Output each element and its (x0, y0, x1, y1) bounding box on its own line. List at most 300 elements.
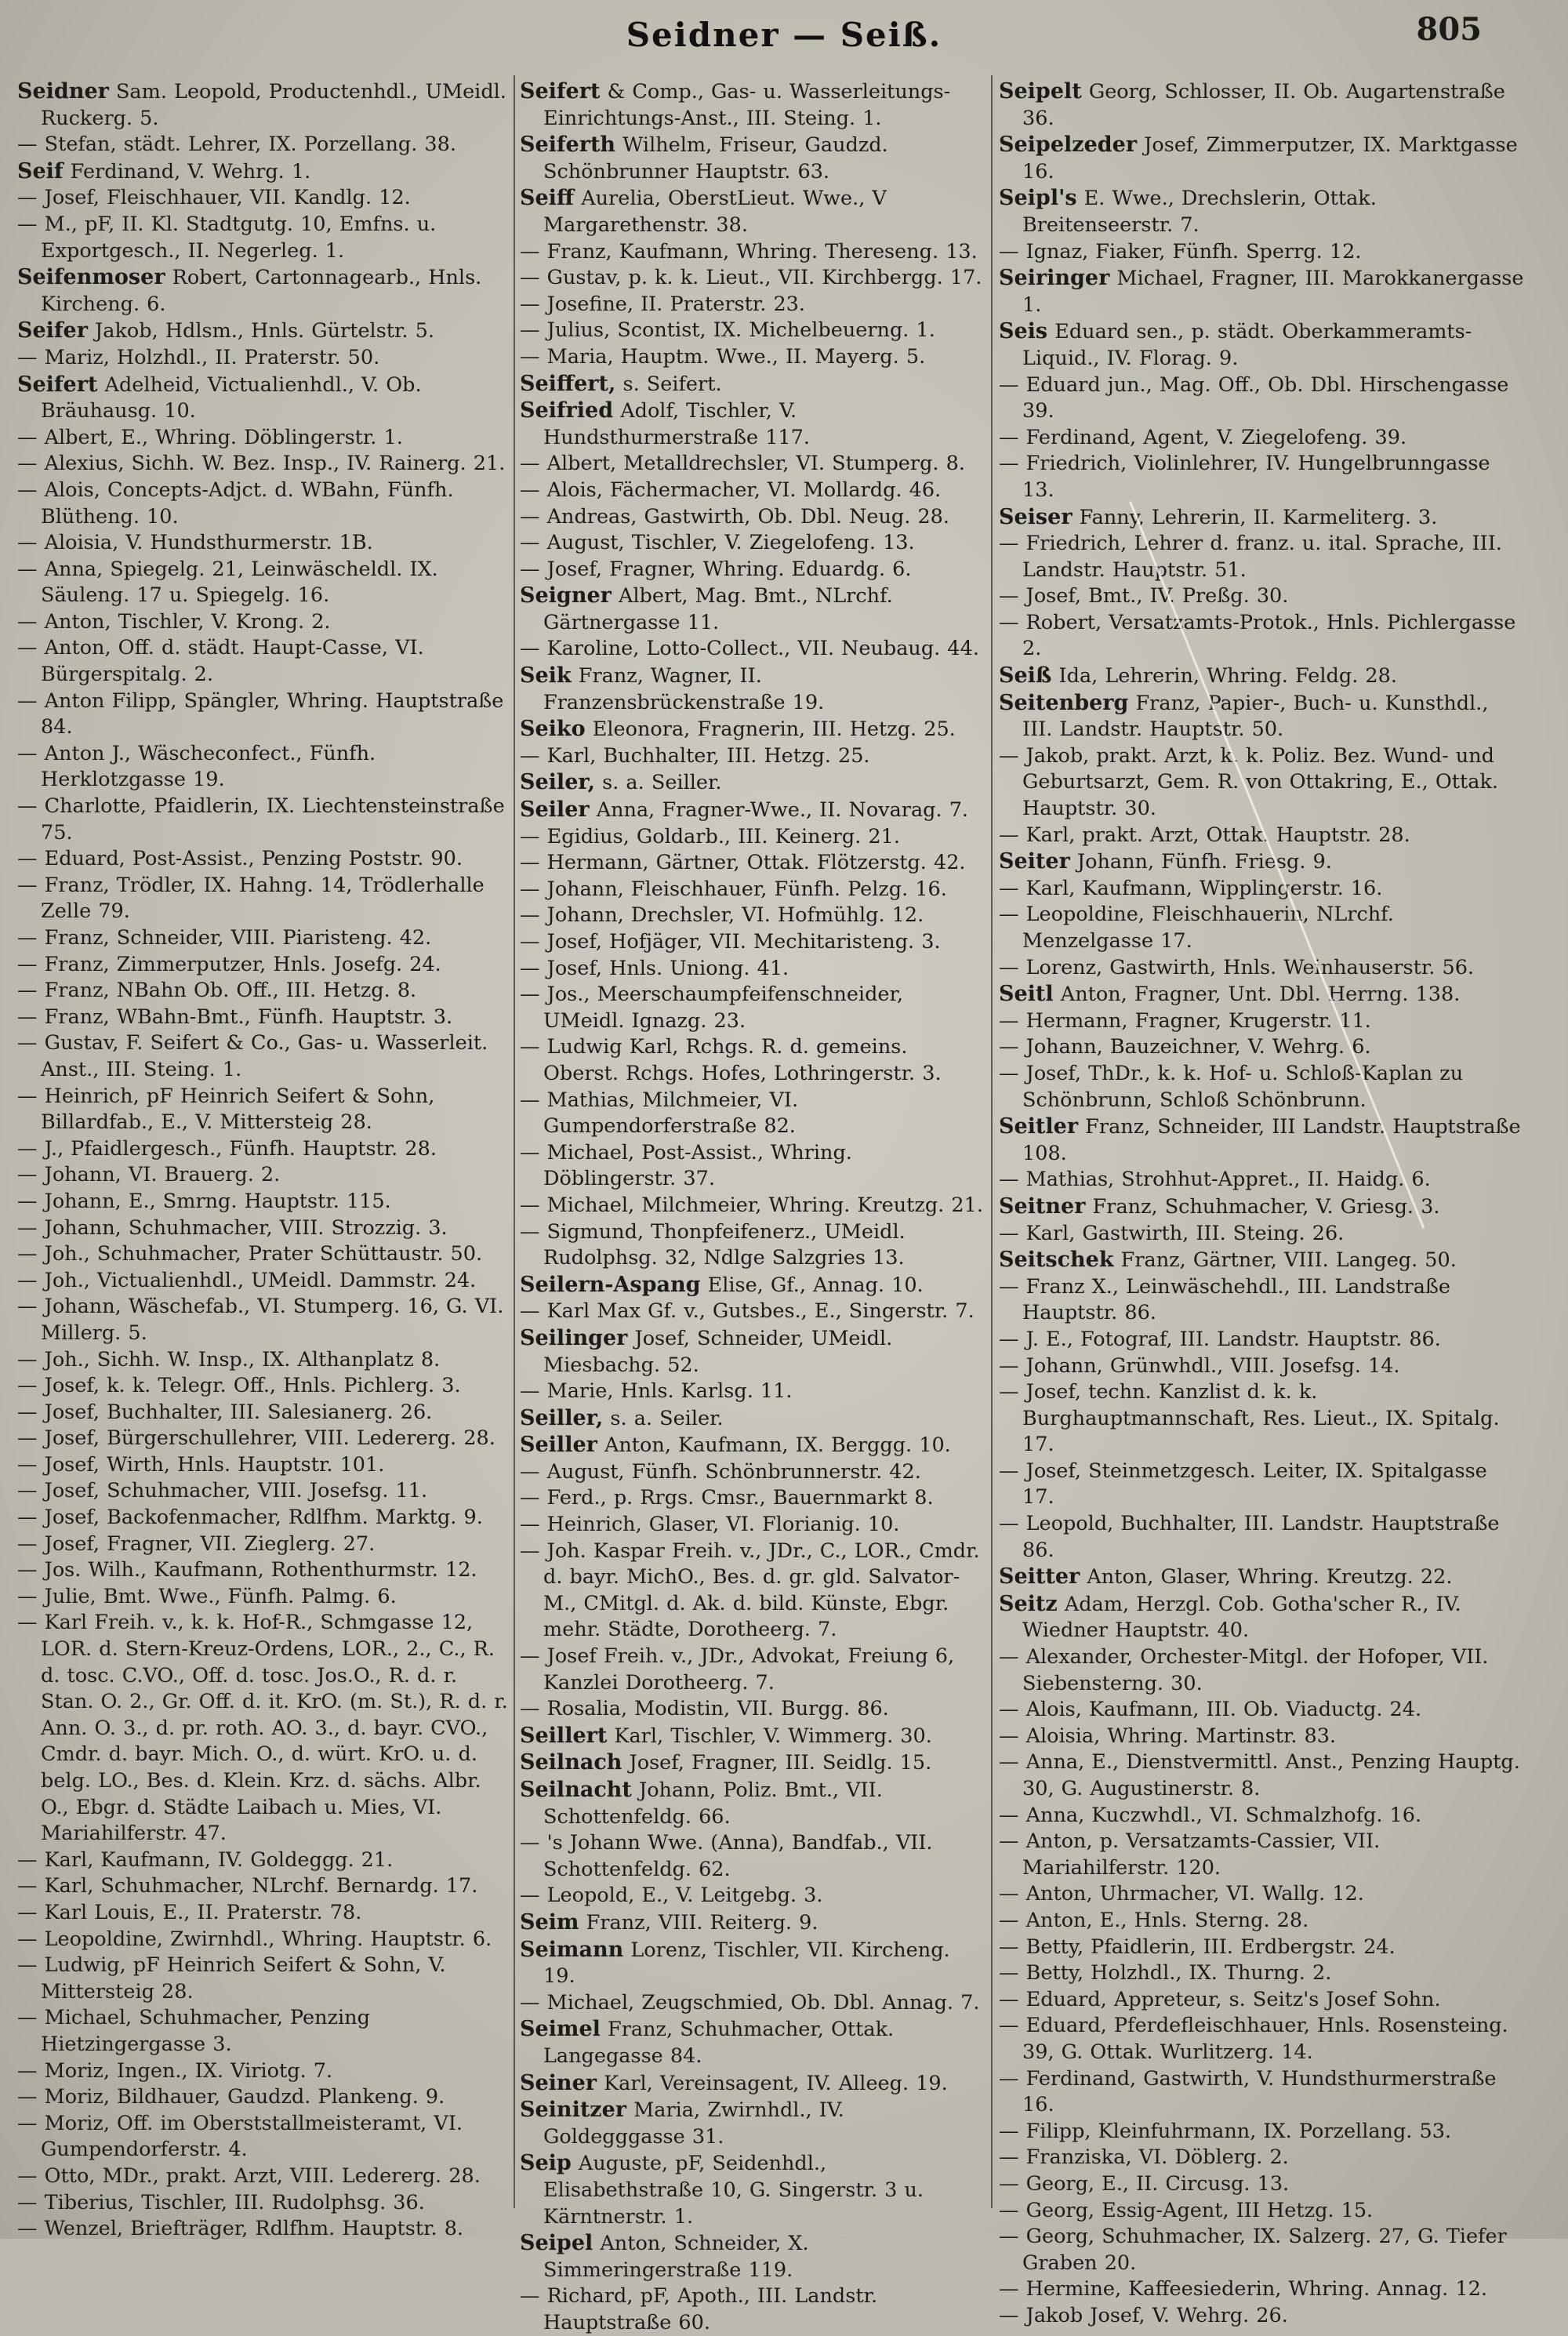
directory-entry (999, 1935, 1524, 1961)
entry-text: — Rosalia, Modistin, VII. Burgg. 86. (520, 1697, 889, 1721)
entry-text: Franz, Schneider, III Landstr. Hauptstraße 108. (1022, 1115, 1521, 1165)
entry-text: Aurelia, OberstLieut. Wwe., V Margarethenstr. 38. (543, 187, 887, 237)
entry-text: — Alexius, Sichh. W. Bez. Insp., IV. Rainerg. 21. (17, 452, 506, 476)
entry-text: — Franz, Zimmerputzer, Hnls. Josefg. 24. (17, 952, 441, 976)
directory-entry (17, 2005, 511, 2058)
entry-text: — Franziska, VI. Döblerg. 2. (999, 2145, 1289, 2170)
directory-entry (999, 425, 1524, 452)
directory-entry (520, 769, 986, 797)
entry-text: — Anton, Off. d. städt. Haupt-Casse, VI. Bürgerspitalg. 2. (17, 636, 424, 687)
directory-entry (17, 2216, 511, 2243)
entry-text: — Josef, Hnls. Uniong. 41. (520, 956, 789, 980)
entry-text: — Gustav, F. Seifert & Co., Gas- u. Wasserleit. Anst., III. Steing. 1. (17, 1031, 488, 1081)
entry-text: — Karl, prakt. Arzt, Ottak. Hauptstr. 28. (999, 823, 1410, 847)
entry-surname: Seimann (520, 1937, 624, 1962)
directory-entry (520, 1696, 986, 1723)
entry-text: — Michael, Post-Assist., Whring. Döblingerstr. 37. (520, 1140, 852, 1191)
directory-entry (520, 1723, 986, 1750)
directory-entry (520, 344, 986, 371)
entry-text: — Eduard, Appreteur, s. Seitz's Josef Sohn. (999, 1987, 1441, 2011)
entry-text: — Julie, Bmt. Wwe., Fünfh. Palmg. 6. (17, 1584, 397, 1608)
entry-text: — Franz, Trödler, IX. Hahng. 14, Trödlerhalle Zelle 79. (17, 873, 485, 924)
directory-entry (999, 372, 1524, 425)
entry-surname: Seiffert, (520, 371, 616, 396)
directory-entry (999, 1803, 1524, 1829)
entry-text: — Joh., Sichh. W. Insp., IX. Althanplatz 8. (17, 1347, 441, 1371)
entry-text: Albert, Mag. Bmt., NLrchf. Gärtnergasse 11. (543, 584, 893, 634)
entry-text: — Johann, Bauzeichner, V. Wehrg. 6. (999, 1035, 1371, 1059)
directory-entry (520, 1937, 986, 1990)
directory-entry (520, 1325, 986, 1379)
entry-surname: Seiringer (999, 266, 1110, 291)
directory-entry (520, 1749, 986, 1777)
entry-text: — Josef, ThDr., k. k. Hof- u. Schloß-Kaplan zu Schönbrunn, Schloß Schönbrunn. (999, 1061, 1464, 1112)
directory-entry (17, 609, 511, 636)
entry-text: Josef, Schneider, UMeidl. Miesbachg. 52. (543, 1326, 893, 1377)
entry-text: — Joh. Kaspar Freih. v., JDr., C., LOR., Cmdr. d. bayr. MichO., Bes. d. gr. gld. Salvator-M., CMitgl. d. Ak. d. bild. Künste, Ebgr. mehr. Städte, Dorotheerg. 7. (520, 1539, 980, 1642)
entry-text: — Karl, Buchhalter, III. Hetzg. 25. (520, 743, 870, 768)
entry-text: Karl, Vereinsagent, IV. Alleeg. 19. (596, 2071, 948, 2095)
entry-surname: Seitner (999, 1193, 1086, 1219)
entry-surname: Seipl's (999, 186, 1077, 211)
entry-text: Fanny, Lehrerin, II. Karmeliterg. 3. (1072, 505, 1438, 529)
directory-entry (999, 690, 1524, 743)
directory-entry (17, 741, 511, 794)
directory-entry (17, 1900, 511, 1927)
directory-entry (520, 743, 986, 770)
directory-entry (999, 1274, 1524, 1327)
column-divider (514, 75, 515, 2208)
entry-text: — Moriz, Ingen., IX. Viriotg. 7. (17, 2058, 333, 2083)
entry-surname: Seitschek (999, 1248, 1114, 1273)
entry-surname: Seimel (520, 2017, 601, 2042)
directory-entry (520, 982, 986, 1034)
entry-surname: Seifried (520, 398, 614, 423)
entry-text: — Josef Freih. v., JDr., Advokat, Freiung 6, Kanzlei Dorotheerg. 7. (520, 1644, 955, 1695)
entry-text: — Mathias, Strohhut-Appret., II. Haidg. 6. (999, 1168, 1431, 1192)
entry-text: — Joh., Schuhmacher, Prater Schüttaustr. 50. (17, 1242, 483, 1266)
directory-entry (520, 1034, 986, 1087)
directory-entry (520, 451, 986, 478)
entry-text: — Charlotte, Pfaidlerin, IX. Liechtensteinstraße 75. (17, 794, 505, 845)
entry-text: Johann, Fünfh. Friesg. 9. (1069, 850, 1332, 874)
entry-text: — J. E., Fotograf, III. Landstr. Hauptstr. 86. (999, 1327, 1441, 1351)
directory-entry (999, 1247, 1524, 1274)
directory-entry (999, 2013, 1524, 2065)
directory-entry (17, 952, 511, 979)
directory-entry (999, 1008, 1524, 1035)
directory-entry (520, 1459, 986, 1486)
directory-entry (520, 1272, 986, 1299)
directory-entry (520, 398, 986, 451)
directory-entry (520, 265, 986, 292)
directory-entry (520, 557, 986, 583)
directory-entry (17, 635, 511, 688)
entry-text: — Sigmund, Thonpfeifenerz., UMeidl. Rudolphsg. 32, Ndlge Salzgries 13. (520, 1219, 906, 1270)
entry-text: — Karl Freih. v., k. k. Hof-R., Schmgasse 12, LOR. d. Stern-Kreuz-Ordens, LOR., 2., C., R. d. tosc. C.VO., Off. d. tosc. Jos.O., R. d. r. Stan. O. 2., Gr. Off. d. it. KrO. (m. St.), R. d. r. Ann. O. 3., d. pr. roth. AO. 3., d. bayr. CVO., Cmdr. d. bayr. Mich. O., d. würt. KrO. u. d. belg. LO., Bes. d. Klein. Krz. d. sächs. Albr. O., Ebgr. d. Städte Laibach u. Mies, VI. Mariahilferstr. 47. (17, 1611, 508, 1846)
directory-entry (520, 292, 986, 318)
entry-text: — Karl, Kaufmann, Wipplingerstr. 16. (999, 876, 1383, 900)
entry-text: — Josef, Fleischhauer, VII. Kandlg. 12. (17, 186, 411, 210)
directory-entry (999, 1459, 1524, 1511)
directory-entry (17, 158, 511, 186)
directory-entry (520, 1909, 986, 1937)
entry-text: — Leopold, Buchhalter, III. Landstr. Hauptstraße 86. (999, 1512, 1500, 1562)
entry-text: — Anton, Tischler, V. Krong. 2. (17, 609, 331, 634)
entry-text: — Mathias, Milchmeier, VI. Gumpendorferstraße 82. (520, 1088, 799, 1139)
entry-text: — Eduard jun., Mag. Off., Ob. Dbl. Hirschengasse 39. (999, 372, 1509, 423)
entry-text: — Josef, Fragner, Whring. Eduardg. 6. (520, 557, 912, 581)
entry-text: Ida, Lehrerin, Whring. Feldg. 28. (1051, 664, 1397, 688)
directory-entry (17, 2058, 511, 2085)
entry-text: — Josefine, II. Praterstr. 23. (520, 292, 806, 316)
entry-text: — Alois, Fächermacher, VI. Mollardg. 46. (520, 478, 942, 502)
entry-text: — Jakob, prakt. Arzt, k. k. Poliz. Bez. Wund- und Geburtsarzt, Gem. R. von Ottakring, E., Ottak. Hauptstr. 30. (999, 743, 1499, 821)
directory-entry (520, 583, 986, 636)
entry-text: — Richard, pF, Apoth., III. Landstr. Hauptstraße 60. (520, 2284, 878, 2334)
entry-text: — Alexander, Orchester-Mitgl. der Hofoper, VII. Siebensterng. 30. (999, 1645, 1489, 1695)
entry-text: — Jos., Meerschaumpfeifenschneider, UMeidl. Ignazg. 23. (520, 983, 903, 1033)
directory-entry (999, 981, 1524, 1008)
directory-entry (17, 1610, 511, 1847)
directory-entry (520, 239, 986, 266)
entry-text: & Comp., Gas- u. Wasserleitungs-Einrichtungs-Anst., III. Steing. 1. (543, 80, 951, 130)
directory-entry (17, 1478, 511, 1505)
entry-text: — Georg, Essig-Agent, III Hetzg. 15. (999, 2198, 1374, 2222)
entry-surname: Seipelzeder (999, 133, 1138, 158)
directory-entry (999, 848, 1524, 876)
entry-text: — Karoline, Lotto-Collect., VII. Neubaug. 44. (520, 637, 979, 661)
entry-text: — Karl, Schuhmacher, NLrchf. Bernardg. 17. (17, 1874, 478, 1898)
entry-text: — Friedrich, Violinlehrer, IV. Hungelbrunngasse 13. (999, 452, 1490, 502)
directory-entry (999, 2119, 1524, 2145)
entry-text: — Gustav, p. k. k. Lieut., VII. Kirchbergg. 17. (520, 266, 982, 290)
directory-entry (520, 2070, 986, 2098)
directory-entry (999, 78, 1524, 132)
directory-entry (999, 239, 1524, 266)
directory-entry (999, 1987, 1524, 2014)
directory-entry (17, 1347, 511, 1374)
entry-surname: Seiff (520, 186, 575, 211)
directory-entry (999, 185, 1524, 238)
entry-text: — Andreas, Gastwirth, Ob. Dbl. Neug. 28. (520, 504, 949, 529)
entry-text: — Alois, Kaufmann, III. Ob. Viaductg. 24. (999, 1698, 1422, 1722)
entry-text: — Anton Filipp, Spängler, Whring. Hauptstraße 84. (17, 688, 504, 739)
directory-entry (17, 451, 511, 478)
entry-text: — J., Pfaidlergesch., Fünfh. Hauptstr. 28. (17, 1136, 437, 1161)
entry-surname: Seilern-Aspang (520, 1272, 701, 1297)
entry-text: — Franz, Kaufmann, Whring. Thereseng. 13. (520, 239, 978, 263)
entry-text: — Joh., Victualienhdl., UMeidl. Dammstr. 24. (17, 1268, 477, 1292)
directory-entry (17, 1531, 511, 1558)
entry-text: — Franz, Schneider, VIII. Piaristeng. 42. (17, 926, 432, 950)
directory-entry (520, 1883, 986, 1909)
directory-entry (17, 264, 511, 318)
directory-entry (17, 1426, 511, 1452)
entry-text: — August, Tischler, V. Ziegelofeng. 13. (520, 531, 915, 555)
directory-entry (520, 1432, 986, 1459)
entry-text: Johann, Poliz. Bmt., VII. Schottenfeldg. 66. (543, 1778, 883, 1829)
entry-text: — Heinrich, Glaser, VI. Florianig. 10. (520, 1513, 900, 1537)
entry-text: — Jos. Wilh., Kaufmann, Rothenthurmstr. 12. (17, 1558, 477, 1582)
directory-entry (999, 1960, 1524, 1987)
directory-entry (999, 1829, 1524, 1881)
entry-surname: Seipel (520, 2231, 593, 2256)
entry-text: — Filipp, Kleinfuhrmann, IX. Porzellang. 53. (999, 2119, 1452, 2143)
entry-surname: Seiter (999, 849, 1070, 874)
entry-text: — Michael, Schuhmacher, Penzing Hietzingergasse 3. (17, 2006, 370, 2056)
entry-text: Anton, Kaufmann, IX. Berggg. 10. (597, 1433, 951, 1458)
entry-text: — Josef, Schuhmacher, VIII. Josefsg. 11. (17, 1479, 428, 1503)
column-divider (991, 75, 993, 2208)
directory-entry (999, 1749, 1524, 1802)
entry-text: Karl, Tischler, V. Wimmerg. 30. (607, 1724, 932, 1748)
entry-text: Franz, Schuhmacher, Ottak. Langegasse 84. (543, 2018, 895, 2068)
directory-entry (17, 132, 511, 158)
entry-text: Adelheid, Victualienhdl., V. Ob. Bräuhausg. 10. (41, 372, 422, 423)
entry-text: — Johann, Fleischhauer, Fünfh. Pelzg. 16. (520, 877, 947, 901)
entry-text: Josef, Zimmerputzer, IX. Marktgasse 16. (1022, 133, 1518, 183)
entry-text: — 's Johann Wwe. (Anna), Bandfab., VII. Schottenfeldg. 62. (520, 1831, 933, 1881)
directory-entry (17, 2163, 511, 2190)
entry-text: Anton, Schneider, X. Simmeringerstraße 119. (543, 2232, 809, 2282)
directory-entry (520, 824, 986, 851)
directory-entry (520, 956, 986, 983)
entry-text: — Anton J., Wäscheconfect., Fünfh. Herklotzgasse 19. (17, 741, 376, 792)
page-header (0, 0, 1568, 71)
directory-entry (520, 636, 986, 663)
directory-entry (520, 132, 986, 185)
entry-surname: Seiner (520, 2070, 597, 2095)
entry-surname: Seif (17, 158, 64, 183)
entry-text: Franz, Schuhmacher, V. Griesg. 3. (1085, 1194, 1440, 1219)
entry-surname: Seilinger (520, 1325, 628, 1350)
directory-entry (17, 78, 511, 132)
directory-entry (999, 1881, 1524, 1908)
directory-entry (520, 1512, 986, 1539)
directory-entry (520, 663, 986, 716)
directory-entry (999, 1221, 1524, 1248)
directory-entry (999, 1193, 1524, 1221)
directory-entry (520, 318, 986, 344)
entry-text: — Stefan, städt. Lehrer, IX. Porzellang. 38. (17, 133, 456, 157)
directory-entry (520, 1299, 986, 1325)
entry-surname: Seipelt (999, 79, 1082, 104)
directory-entry (17, 1136, 511, 1163)
directory-entry (17, 978, 511, 1005)
directory-entry (999, 265, 1524, 318)
entry-text: — August, Fünfh. Schönbrunnerstr. 42. (520, 1459, 921, 1484)
entry-text: — Georg, E., II. Circusg. 13. (999, 2171, 1290, 2196)
entry-text: Maria, Zwirnhdl., IV. Goldegggasse 31. (543, 2098, 844, 2149)
entry-surname: Seidner (17, 79, 109, 104)
directory-entry (17, 1162, 511, 1189)
directory-entry (520, 1644, 986, 1696)
entry-surname: Seiko (520, 717, 586, 742)
entry-text: — Aloisia, V. Hundsthurmerstr. 1B. (17, 531, 373, 555)
directory-entry (520, 2016, 986, 2069)
entry-text: Jakob, Hdlsm., Hnls. Gürtelstr. 5. (87, 319, 434, 343)
directory-entry (520, 1405, 986, 1433)
directory-entry (520, 929, 986, 956)
directory-entry (520, 2097, 986, 2150)
directory-entry (520, 504, 986, 531)
entry-text: Sam. Leopold, Productenhdl., UMeidl. Ruckerg. 5. (41, 80, 506, 130)
directory-entry (520, 1990, 986, 2017)
entry-text: — Josef, Buchhalter, III. Salesianerg. 26. (17, 1400, 433, 1424)
entry-text: Wilhelm, Friseur, Gaudzd. Schönbrunner Hauptstr. 63. (543, 133, 888, 183)
entry-text: — Ferd., p. Rrgs. Cmsr., Bauernmarkt 8. (520, 1486, 934, 1510)
entry-surname: Seinitzer (520, 2098, 627, 2123)
directory-entry (17, 1373, 511, 1400)
entry-text: — Moriz, Bildhauer, Gaudzd. Plankeng. 9. (17, 2085, 445, 2109)
entry-text: — Eduard, Post-Assist., Penzing Poststr. 90. (17, 847, 463, 871)
entry-text: — Betty, Holzhdl., IX. Thurng. 2. (999, 1961, 1332, 1985)
column-1 (17, 78, 511, 2241)
entry-text: — Anna, Spiegelg. 21, Leinwäscheldl. IX. Säuleng. 17 u. Spiegelg. 16. (17, 557, 438, 608)
entry-text: — Mariz, Holzhdl., II. Praterstr. 50. (17, 345, 380, 369)
directory-entry (999, 2224, 1524, 2276)
entry-text: — Anton, E., Hnls. Sterng. 28. (999, 1908, 1309, 1932)
entry-surname: Seiser (999, 504, 1073, 529)
entry-surname: Seillert (520, 1723, 608, 1748)
entry-text: — Franz, NBahn Ob. Off., III. Hetzg. 8. (17, 979, 417, 1003)
directory-entry (520, 1088, 986, 1140)
directory-entry (17, 1847, 511, 1874)
directory-entry (999, 2066, 1524, 2119)
page-number: 805 (1416, 11, 1482, 48)
directory-entry (17, 794, 511, 846)
entry-surname: Seiß (999, 663, 1052, 688)
directory-entry (17, 1005, 511, 1031)
directory-entry (520, 1193, 986, 1219)
directory-entry (520, 78, 986, 132)
entry-text: s. Seifert. (615, 372, 722, 396)
directory-entry (520, 877, 986, 903)
entry-text: Franz, Papier-, Buch- u. Kunsthdl., III. Landstr. Hauptstr. 50. (1022, 691, 1489, 742)
entry-text: Ferdinand, V. Wehrg. 1. (63, 159, 311, 183)
entry-text: — Robert, Versatzamts-Protok., Hnls. Pichlergasse 2. (999, 610, 1516, 661)
directory-entry (999, 743, 1524, 823)
directory-entry (17, 478, 511, 530)
directory-entry (17, 846, 511, 873)
directory-entry (17, 185, 511, 212)
directory-entry (17, 1030, 511, 1083)
entry-surname: Seifer (17, 318, 88, 343)
entry-surname: Seigner (520, 583, 612, 609)
entry-surname: Seim (520, 1909, 579, 1935)
entry-text: — Betty, Pfaidlerin, III. Erdbergstr. 24. (999, 1935, 1396, 1959)
entry-text: — Franz, WBahn-Bmt., Fünfh. Hauptstr. 3. (17, 1005, 453, 1029)
directory-entry (999, 1353, 1524, 1380)
entry-text: — Josef, k. k. Telegr. Off., Hnls. Pichlerg. 3. (17, 1374, 461, 1398)
directory-entry (17, 557, 511, 609)
entry-surname: Seilnach (520, 1750, 622, 1775)
entry-text: Georg, Schlosser, II. Ob. Augartenstraße 36. (1022, 80, 1505, 130)
directory-entry (999, 1908, 1524, 1935)
directory-entry (520, 716, 986, 743)
entry-text: — Anna, Kuczwhdl., VI. Schmalzhofg. 16. (999, 1803, 1422, 1827)
directory-entry (999, 1564, 1524, 1591)
entry-text: — Karl Louis, E., II. Praterstr. 78. (17, 1900, 362, 1924)
entry-surname: Seitz (999, 1591, 1058, 1616)
directory-entry (17, 1400, 511, 1426)
entry-text: — Lorenz, Gastwirth, Hnls. Weinhauserstr. 56. (999, 955, 1475, 979)
entry-text: — Ferdinand, Gastwirth, V. Hundsthurmerstraße 16. (999, 2066, 1497, 2117)
entry-text: — Josef, Bürgerschullehrer, VIII. Ledererg. 28. (17, 1426, 495, 1451)
entry-text: Anton, Fragner, Unt. Dbl. Herrng. 138. (1053, 983, 1461, 1007)
directory-entry (17, 372, 511, 425)
entry-text: — Michael, Milchmeier, Whring. Kreutzg. 21. (520, 1193, 983, 1217)
directory-entry (17, 425, 511, 452)
directory-entry (999, 955, 1524, 982)
entry-text: Robert, Cartonnagearb., Hnls. Kircheng. 6. (41, 266, 482, 316)
entry-text: — Johann, VI. Brauerg. 2. (17, 1163, 281, 1187)
directory-entry (999, 531, 1524, 583)
entry-text: — Leopold, E., V. Leitgebg. 3. (520, 1884, 823, 1908)
directory-entry (999, 1644, 1524, 1697)
entry-text: — Josef, techn. Kanzlist d. k. k. Burghauptmannschaft, Res. Lieut., IX. Spitalg. 17. (999, 1380, 1500, 1457)
directory-entry (999, 583, 1524, 610)
entry-text: Auguste, pF, Seidenhdl., Elisabethstraße 10, G. Singerstr. 3 u. Kärntnerstr. 1. (543, 2152, 924, 2229)
entry-surname: Seitl (999, 982, 1054, 1007)
directory-entry (520, 2283, 986, 2336)
entry-text: — Ludwig Karl, Rchgs. R. d. gemeins. Oberst. Rchgs. Hofes, Lothringerstr. 3. (520, 1035, 942, 1085)
entry-text: — Leopoldine, Fleischhauerin, NLrchf. Menzelgasse 17. (999, 903, 1394, 953)
directory-entry (999, 2303, 1524, 2330)
entry-text: — Tiberius, Tischler, III. Rudolphsg. 36. (17, 2190, 425, 2214)
directory-entry (999, 902, 1524, 954)
entry-text: — Otto, MDr., prakt. Arzt, VIII. Ledererg. 28. (17, 2163, 481, 2188)
directory-entry (17, 345, 511, 372)
entry-text: — Georg, Schuhmacher, IX. Salzerg. 27, G. Tiefer Graben 20. (999, 2225, 1507, 2275)
directory-entry (999, 451, 1524, 503)
entry-text: — Alois, Concepts-Adjct. d. WBahn, Fünfh. Blütheng. 10. (17, 478, 454, 529)
entry-text: — Albert, E., Whring. Döblingerstr. 1. (17, 425, 403, 449)
entry-text: — Josef, Backofenmacher, Rdlfhm. Marktg. 9. (17, 1506, 483, 1530)
entry-text: — Wenzel, Briefträger, Rdlfhm. Hauptstr. 8. (17, 2217, 464, 2241)
entry-text: Anna, Fragner-Wwe., II. Novarag. 7. (589, 798, 969, 823)
entry-text: — Ignaz, Fiaker, Fünfh. Sperrg. 12. (999, 239, 1362, 263)
entry-surname: Seiler (520, 797, 590, 823)
directory-entry (520, 1777, 986, 1830)
entry-text: s. a. Seiller. (595, 771, 722, 795)
entry-text: — Hermann, Fragner, Krugerstr. 11. (999, 1008, 1371, 1033)
entry-text: — Moriz, Off. im Oberststallmeisteramt, VI. Gumpendorferstr. 4. (17, 2111, 463, 2162)
entry-text: Franz, Gärtner, VIII. Langeg. 50. (1113, 1248, 1457, 1273)
entry-text: — Ferdinand, Agent, V. Ziegelofeng. 39. (999, 425, 1407, 449)
entry-text: — Marie, Hnls. Karlsg. 11. (520, 1379, 793, 1404)
directory-entry (999, 1379, 1524, 1459)
directory-entry (17, 1873, 511, 1900)
entry-text: — Johann, Schuhmacher, VIII. Strozzig. 3. (17, 1215, 448, 1240)
column-2 (520, 78, 986, 2334)
directory-entry (999, 1114, 1524, 1167)
entry-text: — Anna, E., Dienstvermittl. Anst., Penzing Hauptg. 30, G. Augustinerstr. 8. (999, 1750, 1520, 1800)
entry-surname: Seitenberg (999, 690, 1129, 715)
entry-surname: Seilnacht (520, 1778, 632, 1802)
entry-text: — Eduard, Pferdefleischhauer, Hnls. Rosensteing. 39, G. Ottak. Wurlitzerg. 14. (999, 2014, 1508, 2064)
entry-text: — Anton, Uhrmacher, VI. Wallg. 12. (999, 1882, 1364, 1906)
entry-surname: Seis (999, 319, 1048, 344)
directory-entry (520, 1219, 986, 1272)
directory-entry (17, 1084, 511, 1136)
directory-entry (17, 1268, 511, 1295)
directory-entry (520, 2230, 986, 2283)
directory-entry (17, 1241, 511, 1268)
entry-surname: Seifenmoser (17, 265, 165, 290)
entry-text: — M., pF, II. Kl. Stadtgutg. 10, Emfns. u. Exportgesch., II. Negerleg. 1. (17, 212, 437, 263)
